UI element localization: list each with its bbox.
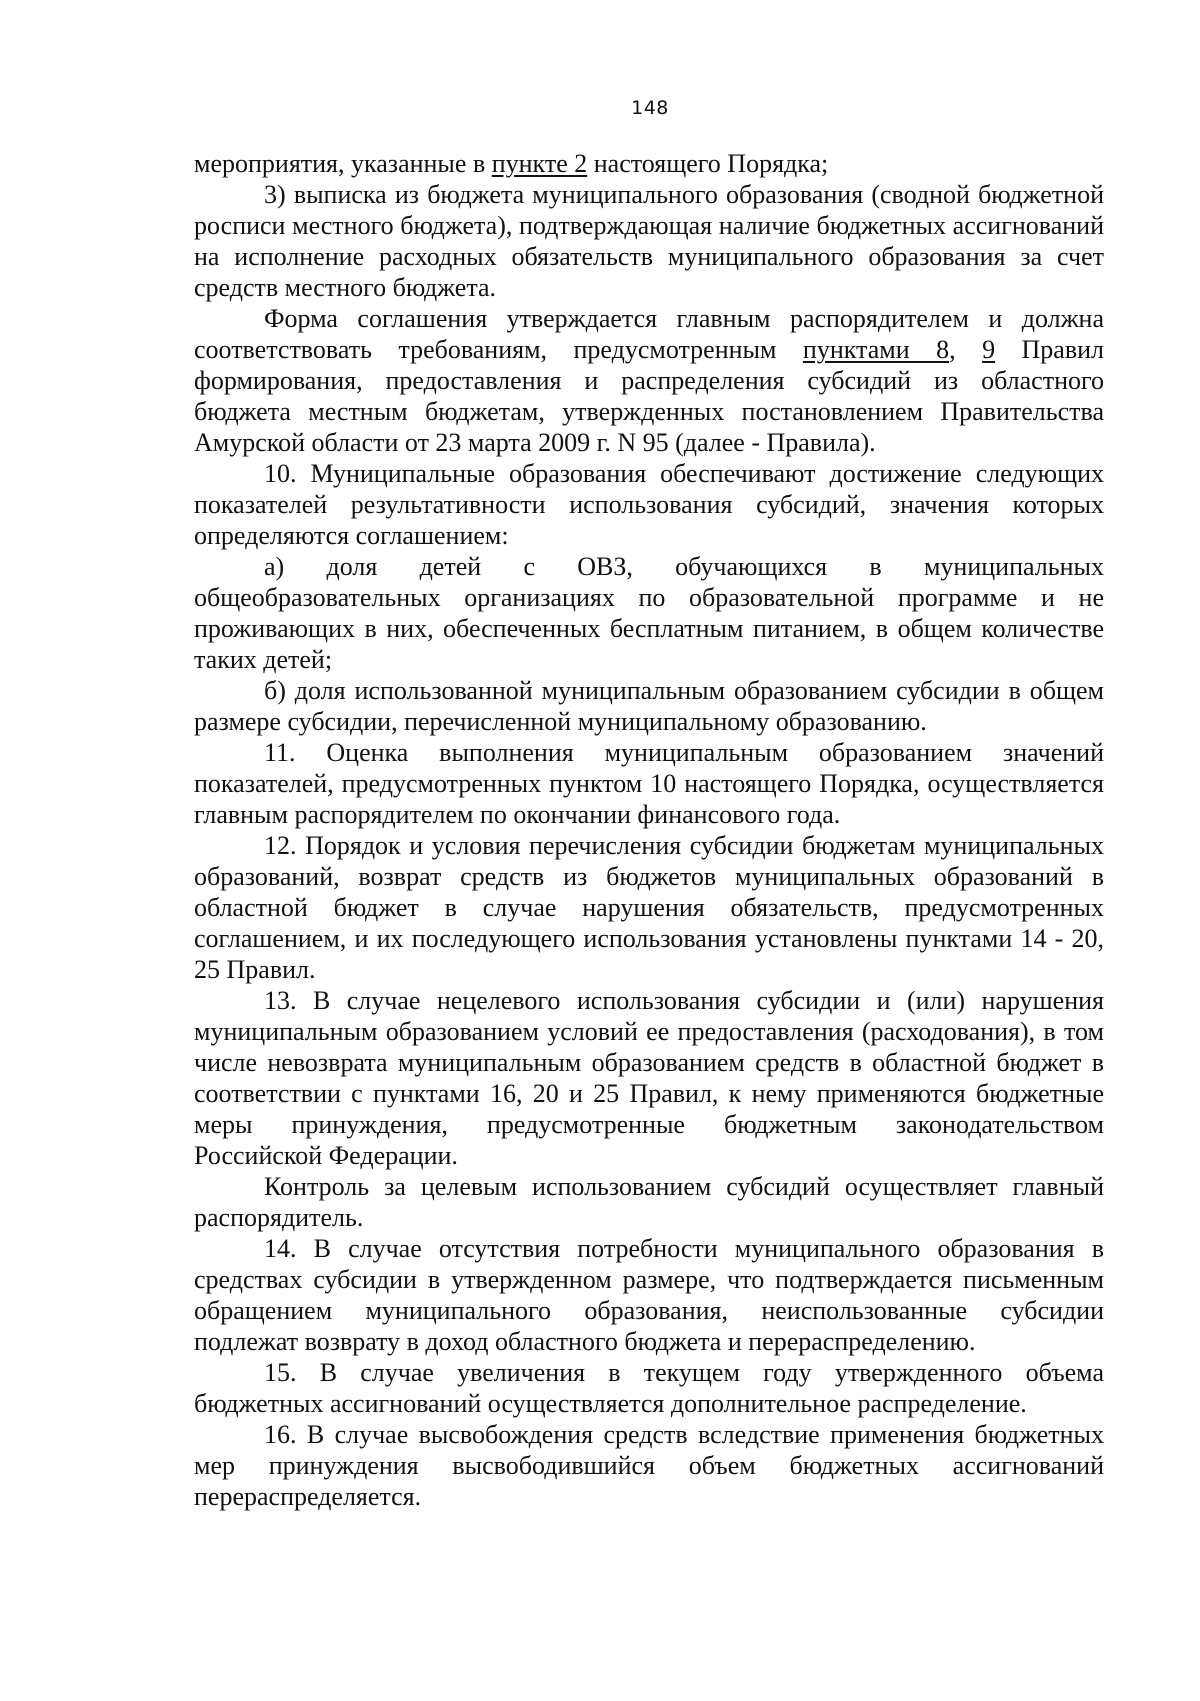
paragraph-text: 12. Порядок и условия перечисления субсидии бюджетам муниципальных образований, возврат средств из бюджетов муниципальных образований в областной бюджет в случае нарушения обязательств, предусмотренных соглашением, и их последующего использования установлены пунктами 14 - 20, 25 Правил. <box>194 831 1104 984</box>
paragraph-text: 3) выписка из бюджета муниципального образования (сводной бюджетной росписи местного бюджета), подтверждающая наличие бюджетных ассигнований на исполнение расходных обязательств муниципального образования за счет средств местного бюджета. <box>194 180 1104 302</box>
paragraph-text: 14. В случае отсутствия потребности муниципального образования в средствах субсидии в утвержденном размере, что подтверждается письменным обращением муниципального образования, неиспользованные субсидии подлежат возврату в доход областного бюджета и перераспределению. <box>194 1234 1104 1356</box>
paragraph-p2 <box>194 303 1104 458</box>
paragraph-text: 11. Оценка выполнения муниципальным образованием значений показателей, предусмотренных пунктом 10 настоящего Порядка, осуществляется главным распорядителем по окончании финансового года. <box>194 738 1104 829</box>
paragraph-text: Правил формирования, предоставления и распределения субсидий из областного бюджета местным бюджетам, утвержденных постановлением Правительства Амурской области от 23 марта 2009 г. N 95 (далее - Правила). <box>194 335 1105 457</box>
paragraph-text: , <box>949 335 983 364</box>
paragraph-text: а) доля детей с ОВЗ, обучающихся в муниципальных общеобразовательных организациях по образовательной программе и не проживающих в них, обеспеченных бесплатным питанием, в общем количестве таких детей; <box>194 552 1104 674</box>
document-body <box>194 148 1104 1512</box>
paragraph-p10 <box>194 1233 1104 1357</box>
paragraph-p1 <box>194 179 1104 303</box>
paragraph-text: 16. В случае высвобождения средств вследствие применения бюджетных мер принуждения высвободившийся объем бюджетных ассигнований перераспределяется. <box>194 1420 1104 1511</box>
reference-link: 9 <box>982 335 996 364</box>
paragraph-text: 15. В случае увеличения в текущем году утвержденного объема бюджетных ассигнований осуществляется дополнительное распределение. <box>194 1358 1104 1418</box>
paragraph-text: 10. Муниципальные образования обеспечивают достижение следующих показателей результативности использования субсидий, значения которых определяются соглашением: <box>194 459 1104 550</box>
paragraph-text: мероприятия, указанные в <box>194 149 492 178</box>
paragraph-text: 13. В случае нецелевого использования субсидии и (или) нарушения муниципальным образованием условий ее предоставления (расходования), в том числе невозврата муниципальным образованием средств в областной бюджет в соответствии с пунктами 16, 20 и 25 Правил, к нему применяются бюджетные меры принуждения, предусмотренные бюджетным законодательством Российской Федерации. <box>194 986 1104 1170</box>
paragraph-p8 <box>194 985 1104 1171</box>
reference-link: пункте 2 <box>491 149 588 178</box>
paragraph-p11 <box>194 1357 1104 1419</box>
paragraph-p4 <box>194 551 1104 675</box>
paragraph-p9 <box>194 1171 1104 1233</box>
reference-link: пунктами 8 <box>802 335 950 364</box>
paragraph-p12 <box>194 1419 1104 1512</box>
paragraph-p3 <box>194 458 1104 551</box>
paragraph-p6 <box>194 737 1104 830</box>
paragraph-p0 <box>194 148 1104 179</box>
paragraph-p7 <box>194 830 1104 985</box>
paragraph-p5 <box>194 675 1104 737</box>
paragraph-text: Форма соглашения утверждается главным распорядителем и должна соответствовать требованиям, предусмотренным <box>194 304 1104 364</box>
paragraph-text: настоящего Порядка; <box>587 149 829 178</box>
paragraph-text: б) доля использованной муниципальным образованием субсидии в общем размере субсидии, перечисленной муниципальному образованию. <box>194 676 1104 736</box>
paragraph-text: Контроль за целевым использованием субсидий осуществляет главный распорядитель. <box>194 1172 1104 1232</box>
page-number: 148 <box>631 97 669 119</box>
